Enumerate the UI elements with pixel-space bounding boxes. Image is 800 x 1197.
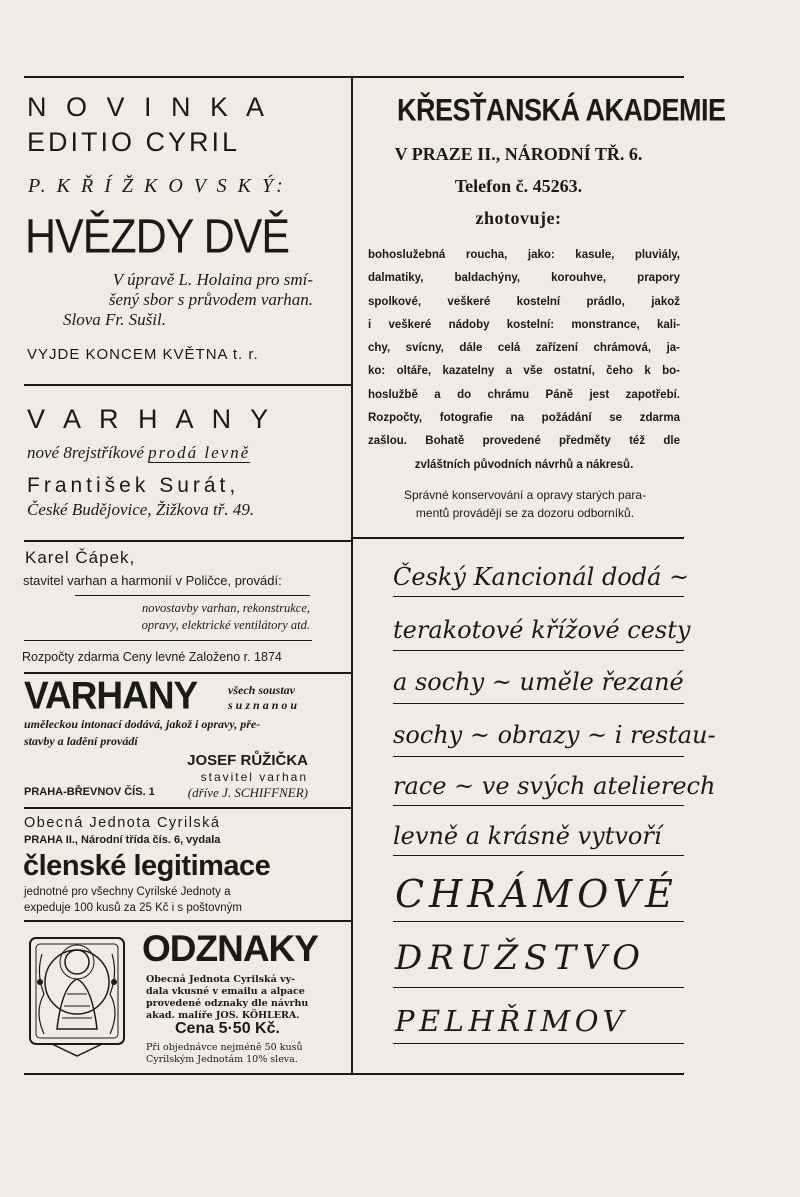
note-line: Cyrilským Jednotám 10% sleva. <box>146 1054 298 1065</box>
author-name: P. K Ř Í Ž K O V S K Ý: <box>28 175 286 197</box>
body-line: zvláštních původních návrhů a nákresů. <box>414 458 634 471</box>
desc-line: uměleckou intonací dodává, jakož i opravy, pře- <box>24 717 261 731</box>
akademie-title: KŘESŤANSKÁ AKADEMIE <box>397 93 726 128</box>
capek-footer: Rozpočty zdarma Ceny levné Založeno r. 1874 <box>22 650 282 664</box>
capek-desc: stavitel varhan a harmonií v Poličce, provádí: <box>23 573 282 588</box>
saint-cyril-emblem-icon <box>22 934 132 1064</box>
varhany-heading: V A R H A N Y <box>27 404 275 434</box>
rule <box>393 855 684 856</box>
footer-line: mentů provádějí se za dozoru odborníků. <box>415 506 635 520</box>
desc-line: Slova Fr. Sušil. <box>63 310 166 329</box>
divider <box>353 537 684 539</box>
divider <box>24 540 351 542</box>
body-line: i veškeré nádoby kostelní: monstrance, kali- <box>368 318 680 331</box>
body-line: zašlou. Bohatě provedené předměty též dle <box>368 435 680 448</box>
rule <box>393 805 684 806</box>
rule <box>24 640 312 641</box>
rule <box>393 596 684 597</box>
text-line: akad. malíře JOS. KÖHLERA. <box>146 1010 300 1021</box>
body-line: chy, svícny, dále celá zařízení chrámová, ja- <box>368 342 680 355</box>
text-line: Obecná Jednota Cyrilská vy- <box>146 974 296 985</box>
body-line: hoslužbě a do chrámu Páně jest zapotřebí. <box>368 388 680 401</box>
novinka-heading: N O V I N K A <box>27 92 271 122</box>
varhany-side <box>228 683 297 713</box>
legit-line2: PRAHA II., Národní třída čís. 6, vydala <box>24 834 221 846</box>
desc-line: šený sbor s průvodem varhan. <box>108 290 313 309</box>
offer-text: nové 8rejstříkové <box>27 443 144 462</box>
footer-line: Správné konservování a opravy starých para- <box>403 488 647 502</box>
divider <box>24 920 351 922</box>
rule <box>393 756 684 757</box>
arrangement-desc <box>63 270 313 330</box>
ruzicka-former: (dříve J. SCHIFFNER) <box>187 785 308 800</box>
side-line: všech soustav <box>228 683 295 697</box>
rule <box>75 595 310 596</box>
capek-services <box>60 600 310 634</box>
odznaky-note <box>146 1042 303 1066</box>
edition-name: EDITIO CYRIL <box>27 127 241 157</box>
service-line: novostavby varhan, rekonstrukce, <box>141 601 310 615</box>
akademie-address: V PRAZE II., NÁRODNÍ TŘ. 6. <box>394 144 643 164</box>
legit-line3: jednotné pro všechny Cyrilské Jednoty a <box>24 886 231 898</box>
builder-name: František Surát, <box>27 474 240 497</box>
builder-address: České Budějovice, Žižkova tř. 49. <box>27 500 255 519</box>
rule <box>393 650 684 651</box>
desc-line: stavby a ladění provádí <box>24 734 138 748</box>
druzstvo-name-2: DRUŽSTVO <box>395 938 646 978</box>
rule <box>393 921 684 922</box>
offer-line-2: terakotové křížové cesty <box>393 616 691 644</box>
odznaky-title: ODZNAKY <box>142 928 318 969</box>
composition-title: HVĚZDY DVĚ <box>25 210 289 264</box>
legit-title: členské legitimace <box>23 850 271 882</box>
akademie-footer <box>370 486 680 522</box>
akademie-makes: zhotovuje: <box>475 208 562 228</box>
divider <box>24 384 351 386</box>
offer-highlight: prodá levně <box>148 443 251 462</box>
rule <box>393 1043 684 1044</box>
akademie-phone: Telefon č. 45263. <box>454 176 583 196</box>
release-note: VYJDE KONCEM KVĚTNA t. r. <box>27 346 259 363</box>
akademie-body <box>368 244 680 477</box>
druzstvo-name-1: CHRÁMOVÉ <box>395 872 678 916</box>
text-line: dala vkusné v emailu a alpace <box>146 986 305 997</box>
side-line: s u z n a n o u <box>228 698 298 712</box>
odznaky-text <box>146 974 308 1022</box>
ruzicka-trade: stavitel varhan <box>200 770 308 784</box>
druzstvo-name-3: PELHŘIMOV <box>395 1004 628 1038</box>
varhany-title: VARHANY <box>24 674 198 718</box>
odznaky-price: Cena 5·50 Kč. <box>175 1020 280 1037</box>
legit-line1: Obecná Jednota Cyrilská <box>24 815 221 831</box>
offer-line-3: a sochy ~ uměle řezané <box>393 668 684 696</box>
note-line: Při objednávce nejméně 50 kusů <box>146 1042 303 1053</box>
body-line: dalmatiky, baldachýny, korouhve, prapory <box>368 272 680 285</box>
rule <box>393 987 684 988</box>
divider <box>24 807 351 809</box>
offer-line-5: race ~ ve svých atelierech <box>393 772 716 800</box>
bottom-border <box>24 1073 684 1075</box>
body-line: spolkové, veškeré kostelní prádlo, jakož <box>368 295 680 308</box>
desc-line: V úpravě L. Holaina pro smí- <box>112 270 313 289</box>
top-border <box>24 76 684 78</box>
body-line: ko: oltáře, kazatelny a vše ostatní, čeho k bo- <box>368 365 680 378</box>
offer-line-1: Český Kancionál dodá ~ <box>393 563 690 591</box>
offer-line-4: sochy ~ obrazy ~ i restau- <box>393 721 716 749</box>
capek-name: Karel Čápek, <box>25 548 136 567</box>
legit-line4: expeduje 100 kusů za 25 Kč i s poštovným <box>24 902 242 914</box>
offer-line-6: levně a krásně vytvoří <box>393 822 662 850</box>
text-line: provedené odznaky dle návrhu <box>146 998 309 1009</box>
ruzicka-name: JOSEF RŮŽIČKA <box>187 752 308 769</box>
body-line: Rozpočty, fotografie na požádání se zdarma <box>368 412 680 425</box>
service-line: opravy, elektrické ventilátory atd. <box>141 618 310 632</box>
ruzicka-place: PRAHA-BŘEVNOV ČÍS. 1 <box>24 786 155 798</box>
offer-line <box>27 443 250 463</box>
body-line: bohoslužebná roucha, jako: kasule, pluviály, <box>368 249 680 261</box>
rule <box>393 703 684 704</box>
ruzicka-desc <box>24 716 260 750</box>
